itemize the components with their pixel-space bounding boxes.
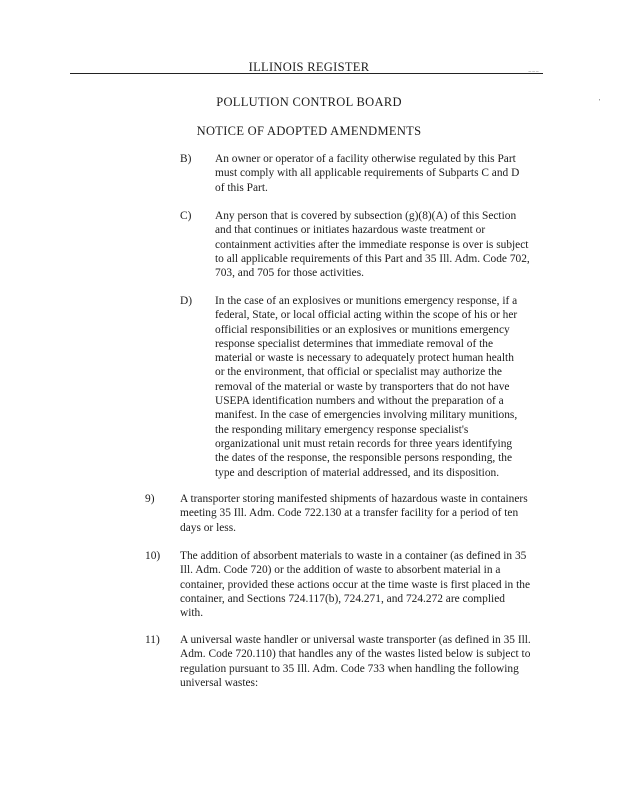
text-line: regulation pursuant to 35 Ill. Adm. Code 733 when handling the following [180,662,519,675]
text-line: to all applicable requirements of this Part and 35 Ill. Adm. Code 702, [215,252,530,265]
text-line: universal wastes: [180,676,259,689]
text-line: container, and Sections 724.117(b), 724.271, and 724.272 are complied [180,592,505,605]
text-line: USEPA identification numbers and without the preparation of a [215,395,504,408]
register-title: ILLINOIS REGISTER [248,60,370,74]
text-line: and that continues or initiates hazardous waste treatment or [215,224,486,237]
text-line: A universal waste handler or universal waste transporter (as defined in 35 Ill. [180,634,531,646]
text-line: or the environment, that official or specialist may authorize the [215,366,502,379]
page-mark: ' [599,98,601,106]
text-line: manifest. In the case of emergencies involving military munitions, [215,409,518,422]
text-line: In the case of an explosives or munitions emergency response, if a [215,295,518,307]
text-line: federal, State, or local official acting within the scope of his or her [215,309,518,322]
notice-title: NOTICE OF ADOPTED AMENDMENTS [196,124,422,138]
text-line: 703, and 705 for those activities. [215,267,364,280]
page-mark: ⁻⁻⁻ [528,69,540,77]
text-line: removal of the material or waste by transporters that do not have [215,380,510,393]
text-line: type and description of material addressed, and its disposition. [215,466,500,479]
text-line: Ill. Adm. Code 720) or the addition of waste to absorbent material in a [180,564,501,577]
item-label: 11) [145,634,160,646]
item-label: 9) [145,493,155,505]
text-line: days or less. [180,521,236,534]
text-line: The addition of absorbent materials to waste in a container (as defined in 35 [180,550,527,562]
item-label: C) [180,210,192,222]
text-line: containment activities after the immediate response is over is subject [215,238,529,251]
text-line: organizational unit must retain records for three years identifying [215,437,513,450]
text-line: the responding military emergency response specialist's [215,423,469,436]
text-line: material or waste is necessary to adequately protect human health [215,352,514,365]
board-title: POLLUTION CONTROL BOARD [216,95,402,109]
text-line: with. [180,607,204,620]
text-line: official responsibilities or an explosives or munitions emergency [215,323,510,336]
item-label: B) [180,153,192,165]
item-paragraph [180,492,528,535]
text-line: meeting 35 Ill. Adm. Code 722.130 at a transfer facility for a period of ten [180,507,519,520]
text-line: must comply with all applicable requirements of Subparts C and D [215,167,520,180]
item-paragraph [215,152,519,195]
item-label: 10) [145,550,161,562]
text-line: Adm. Code 720.110) that handles any of the wastes listed below is subject to [180,648,531,661]
text-line: An owner or operator of a facility otherwise regulated by this Part [215,153,516,165]
item-paragraph [180,549,530,620]
item-paragraph [180,633,531,690]
item-label: D) [180,295,193,307]
text-line: the dates of the response, the responsible persons responding, the [215,452,513,465]
text-line: A transporter storing manifested shipments of hazardous waste in containers [180,493,528,505]
item-paragraph [215,294,517,480]
text-line: response specialist determines that immediate removal of the [215,337,494,350]
text-line: of this Part. [215,181,268,194]
text-line: Any person that is covered by subsection (g)(8)(A) of this Section [215,210,517,222]
text-line: container, provided these actions occur at the time waste is first placed in the [180,578,531,591]
item-paragraph [215,209,530,280]
